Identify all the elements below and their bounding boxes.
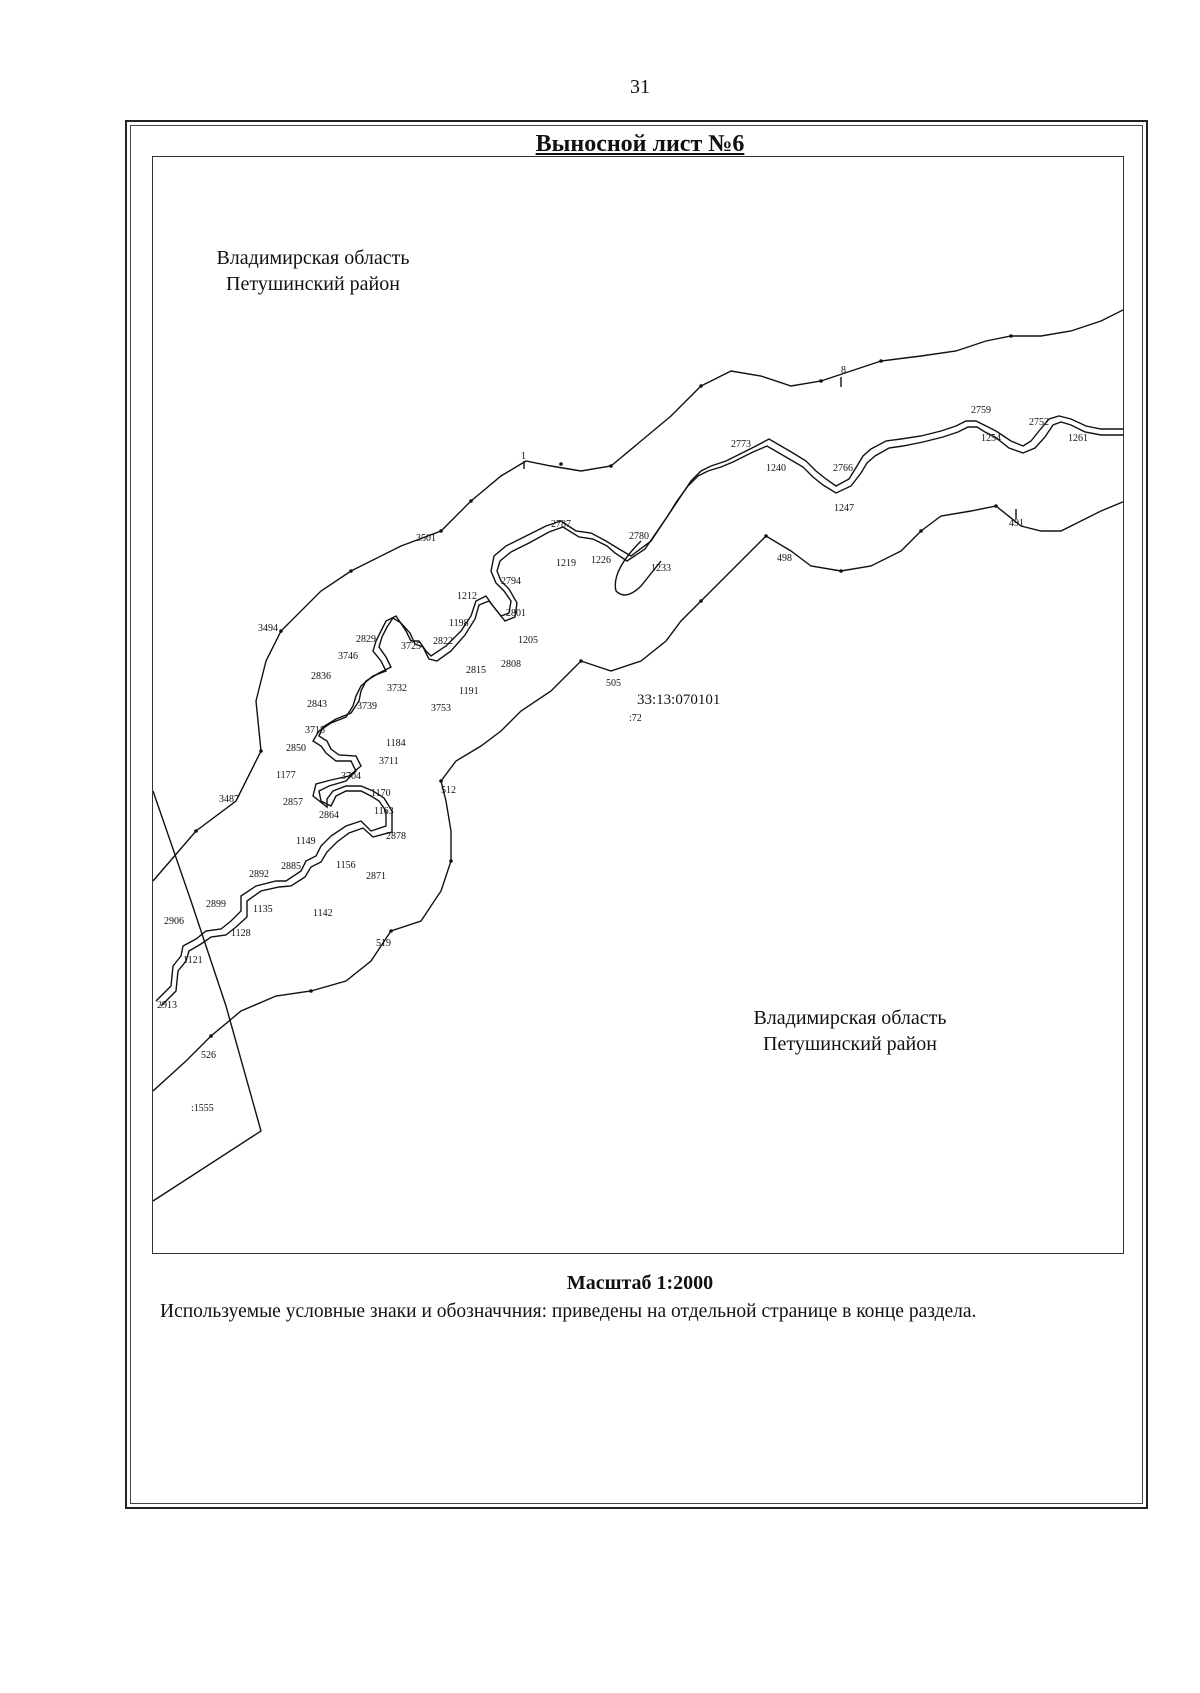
region-label-top [198,245,428,297]
label-3746: 3746 [338,651,358,662]
label-1233: 1233 [651,563,671,574]
legend-note: Используемые условные знаки и обозначчния: приведены на отдельной странице в конце раздела. [160,1301,977,1322]
label-1156: 1156 [336,860,356,871]
label-1149: 1149 [296,836,316,847]
label-1135: 1135 [253,904,273,915]
district-name: Петушинский район [763,1033,937,1055]
label-491: 491 [1009,518,1024,529]
boundary-north [153,309,1124,881]
region-label-bottom [735,1005,965,1057]
quarter-boundary [153,791,261,1201]
map-area [152,156,1124,1254]
label-2864: 2864 [319,810,339,821]
page-number: 31 [630,76,650,98]
label-3704: 3704 [341,771,361,782]
label-2857: 2857 [283,797,303,808]
label-2808: 2808 [501,659,521,670]
label-2759: 2759 [971,405,991,416]
label-3753: 3753 [431,703,451,714]
label-2780: 2780 [629,531,649,542]
label-2885: 2885 [281,861,301,872]
label-8: 8 [841,365,846,376]
label-512: 512 [441,785,456,796]
label-2787: 2787 [551,519,571,530]
label-2801: 2801 [506,608,526,619]
label-3494: 3494 [258,623,278,634]
label-2892: 2892 [249,869,269,880]
label-2815: 2815 [466,665,486,676]
label-519: 519 [376,938,391,949]
label-2878: 2878 [386,831,406,842]
label-2829: 2829 [356,634,376,645]
scale-label: Масштаб 1:2000 [566,1272,714,1294]
label-2899: 2899 [206,899,226,910]
label-3725: 3725 [401,641,421,652]
label-1247: 1247 [834,503,854,514]
point-labels [157,365,1088,1061]
label-1163: 1163 [374,806,394,817]
cadastral-parcel: :72 [629,713,642,724]
label-1121: 1121 [183,955,203,966]
river-line-a [156,416,1124,1001]
label-2871: 2871 [366,871,386,882]
label-3718: 3718 [305,725,325,736]
label-2906: 2906 [164,916,184,927]
label-1128: 1128 [231,928,251,939]
label-1170: 1170 [371,788,391,799]
map-drawing [153,157,1124,1254]
region-name: Владимирская область [753,1007,947,1029]
label-3732: 3732 [387,683,407,694]
label-2836: 2836 [311,671,331,682]
label-1: 1 [521,451,526,462]
label-498: 498 [777,553,792,564]
label-2822: 2822 [433,636,453,647]
label-1184: 1184 [386,738,406,749]
label-2913: 2913 [157,1000,177,1011]
label-3711: 3711 [379,756,399,767]
label-1240: 1240 [766,463,786,474]
label-1191: 1191 [459,686,479,697]
label-1226: 1226 [591,555,611,566]
label-2850: 2850 [286,743,306,754]
label-1254: 1254 [981,433,1001,444]
label-526: 526 [201,1050,216,1061]
cadastral-quarter: 33:13:070101 [637,692,721,708]
label-1198: 1198 [449,618,469,629]
sheet-title: Выносной лист №6 [535,131,745,157]
label-1142: 1142 [313,908,333,919]
label-2766: 2766 [833,463,853,474]
label-1177: 1177 [276,770,296,781]
label-505: 505 [606,678,621,689]
label-3487: 3487 [219,794,239,805]
label-2773: 2773 [731,439,751,450]
label-3501: 3501 [416,533,436,544]
label-1261: 1261 [1068,433,1088,444]
district-name: Петушинский район [226,273,400,295]
label-1205: 1205 [518,635,538,646]
label-3739: 3739 [357,701,377,712]
region-name: Владимирская область [216,247,410,269]
label-2843: 2843 [307,699,327,710]
label-1219: 1219 [556,558,576,569]
label-2794: 2794 [501,576,521,587]
label-2752: 2752 [1029,417,1049,428]
boundary-south [153,501,1124,1091]
label-1212: 1212 [457,591,477,602]
cadastral-parcel-left: :1555 [191,1103,214,1114]
